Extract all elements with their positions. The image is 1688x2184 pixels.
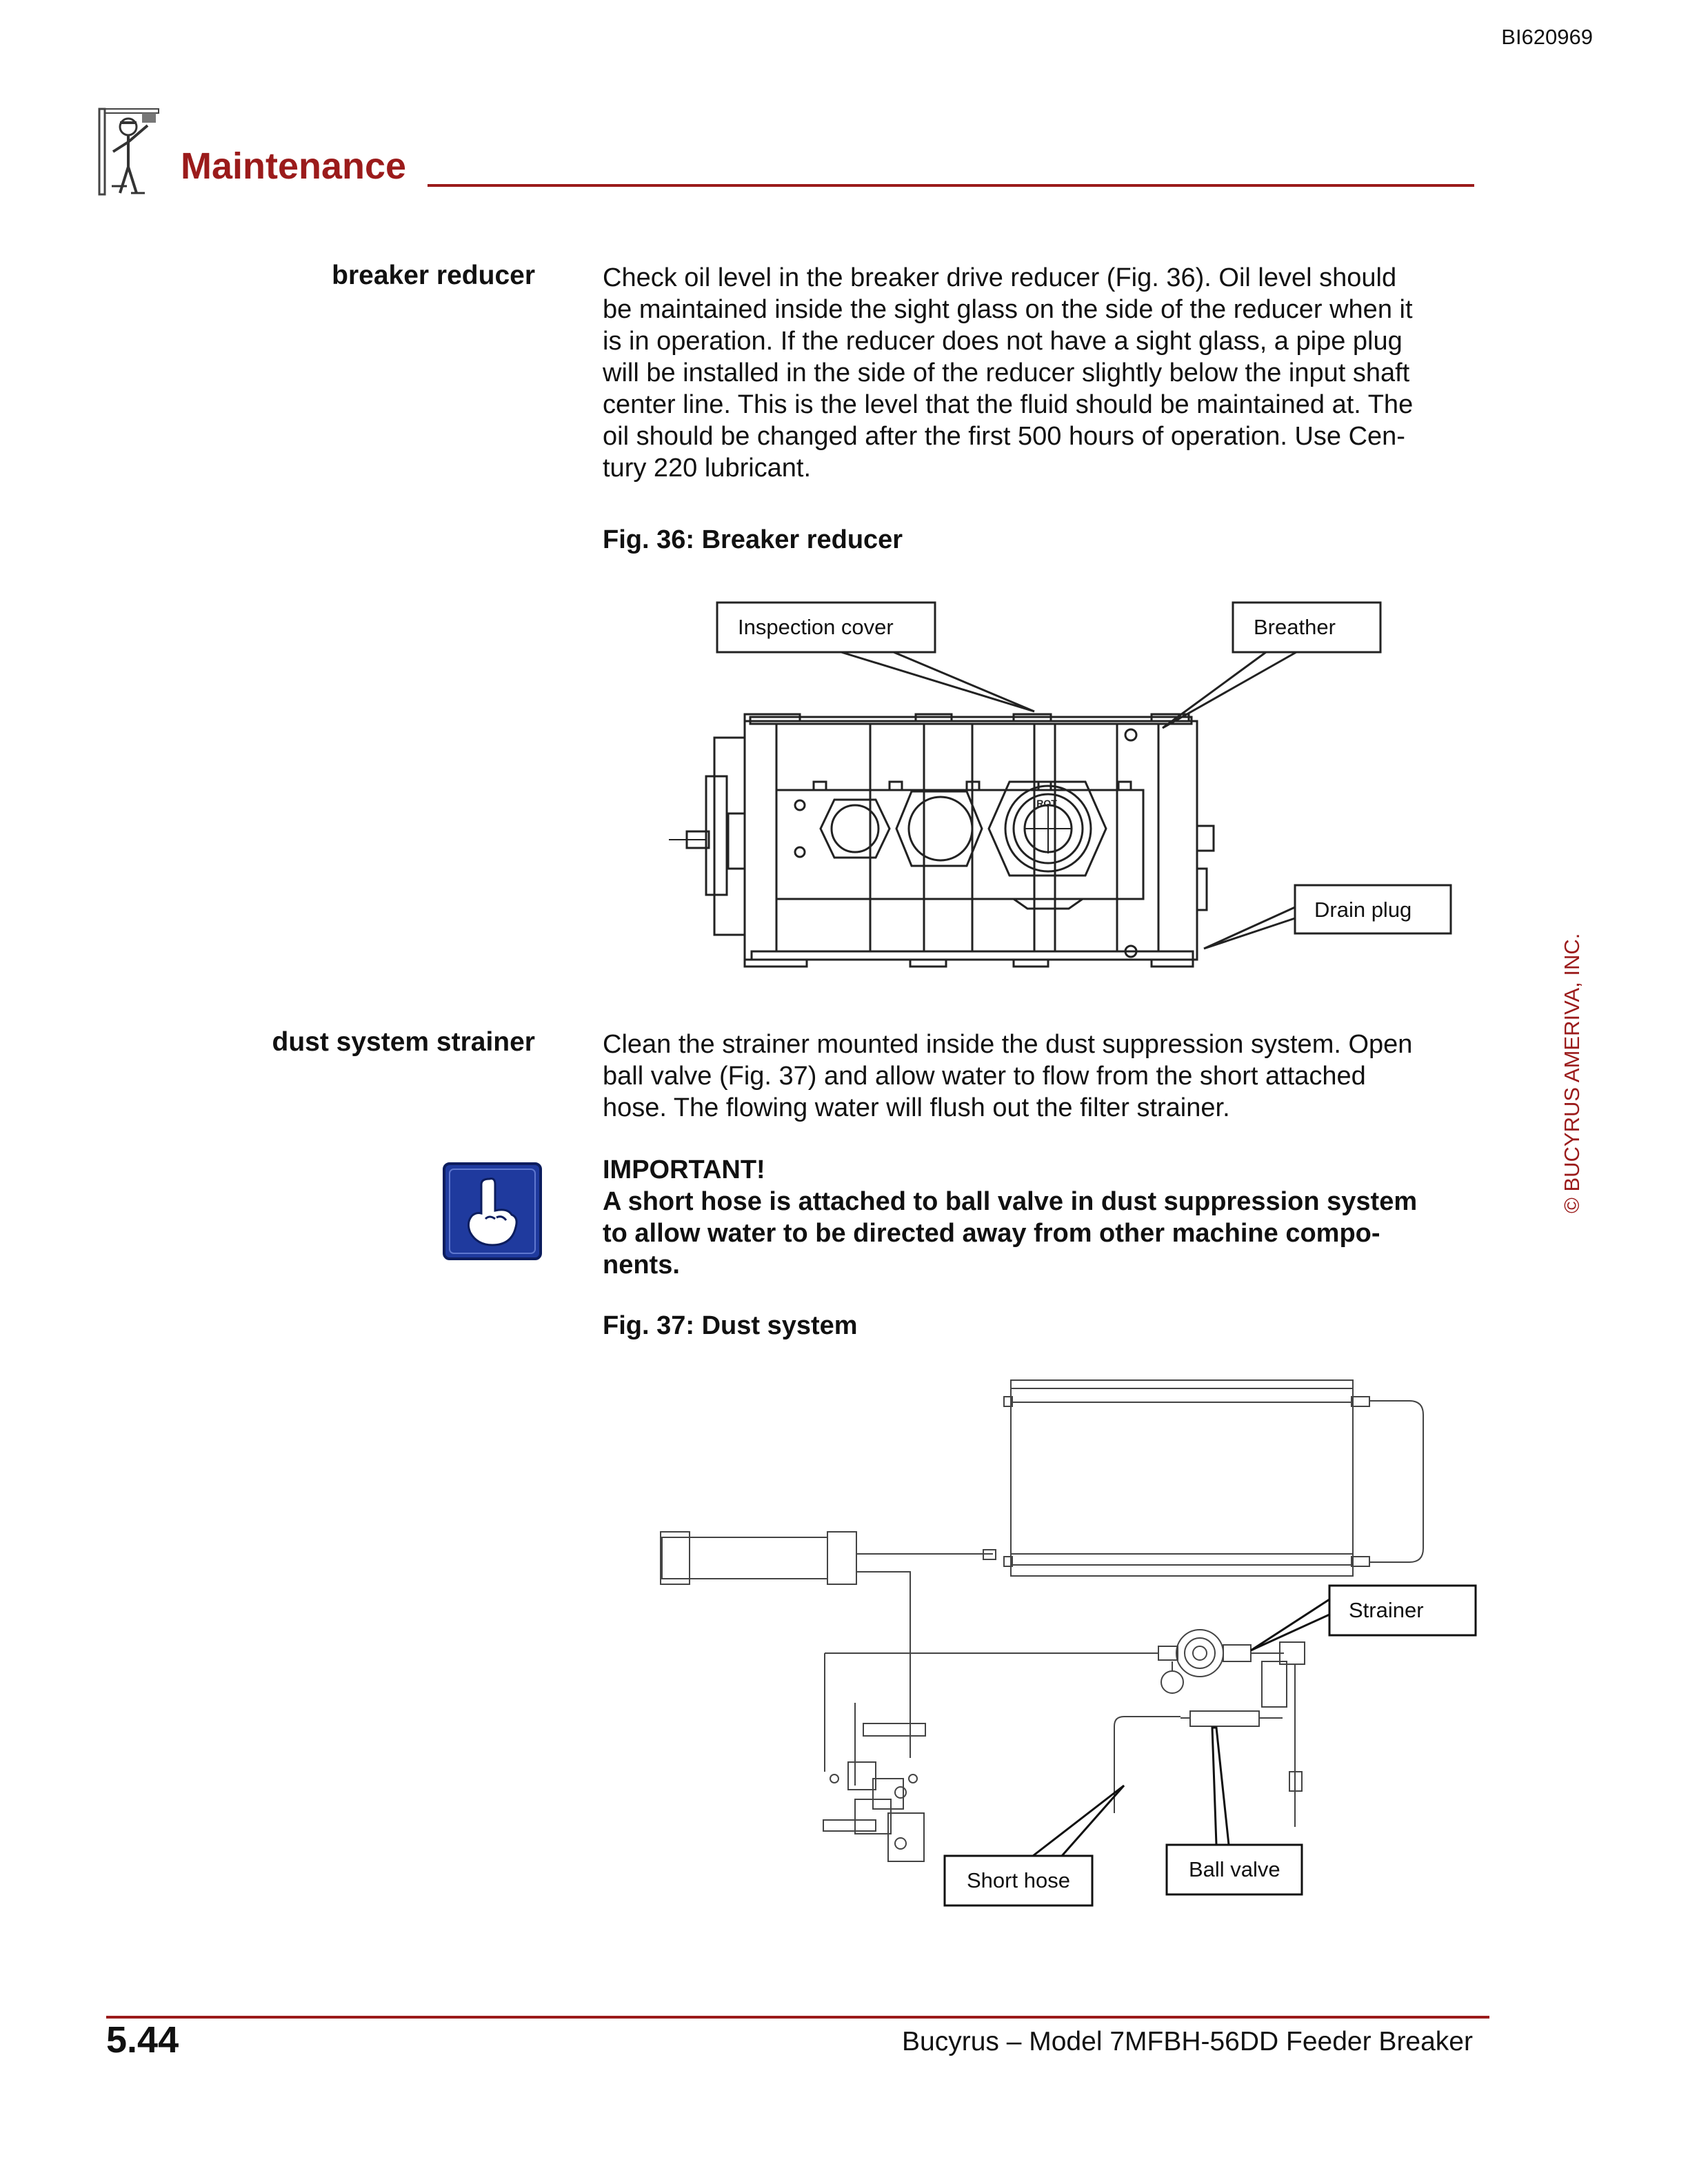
pointing-finger-icon xyxy=(443,1162,542,1260)
important-notice xyxy=(603,1154,1471,1281)
inspection-cover-callout: Inspection cover xyxy=(738,615,894,639)
text-line: will be installed in the side of the reducer slightly below the input shaft xyxy=(603,358,1410,387)
section-title: Maintenance xyxy=(181,145,407,187)
dust-system-strainer-label: dust system strainer xyxy=(272,1027,535,1057)
important-heading: IMPORTANT! xyxy=(603,1155,765,1184)
text-line: ball valve (Fig. 37) and allow water to flow from the short attached xyxy=(603,1062,1366,1091)
dust-system-text xyxy=(603,1029,1492,1124)
text-line: nents. xyxy=(603,1251,680,1280)
dust-system-drawing xyxy=(648,1372,1489,1923)
breather-callout: Breather xyxy=(1254,615,1336,639)
short-hose-callout: Short hose xyxy=(967,1868,1070,1892)
text-line: is in operation. If the reducer does not have a sight glass, a pipe plug xyxy=(603,327,1403,356)
text-line: center line. This is the level that the fluid should be maintained at. The xyxy=(603,390,1414,419)
title-divider xyxy=(428,184,1474,187)
drain-plug-callout: Drain plug xyxy=(1314,898,1412,922)
footer-title: Bucyrus – Model 7MFBH-56DD Feeder Breaker xyxy=(902,2027,1473,2056)
strainer-callout: Strainer xyxy=(1349,1598,1424,1622)
footer-divider xyxy=(106,2016,1489,2019)
page-number: 5.44 xyxy=(106,2019,179,2061)
worker-at-machine-icon xyxy=(97,103,165,200)
text-line: A short hose is attached to ball valve in dust suppression system xyxy=(603,1187,1418,1216)
text-line: tury 220 lubricant. xyxy=(603,454,812,483)
text-line: Clean the strainer mounted inside the dust suppression system. Open xyxy=(603,1030,1413,1059)
text-line: to allow water to be directed away from other machine compo- xyxy=(603,1219,1380,1248)
ball-valve-callout: Ball valve xyxy=(1189,1857,1280,1881)
document-id: BI620969 xyxy=(1501,25,1593,49)
breaker-reducer-drawing xyxy=(648,593,1476,993)
breaker-reducer-text xyxy=(603,262,1492,484)
rotation-mark-label: ROT xyxy=(1036,798,1057,809)
breaker-reducer-label: breaker reducer xyxy=(332,261,535,290)
copyright-note: © BUCYRUS AMERIVA, INC. xyxy=(1560,933,1584,1213)
figure-37-caption: Fig. 37: Dust system xyxy=(603,1311,858,1340)
figure-36-caption: Fig. 36: Breaker reducer xyxy=(603,525,903,554)
text-line: Check oil level in the breaker drive reducer (Fig. 36). Oil level should xyxy=(603,263,1397,292)
text-line: oil should be changed after the first 500 hours of operation. Use Cen- xyxy=(603,422,1405,451)
text-line: be maintained inside the sight glass on the side of the reducer when it xyxy=(603,295,1413,324)
text-line: hose. The flowing water will flush out the filter strainer. xyxy=(603,1093,1230,1122)
